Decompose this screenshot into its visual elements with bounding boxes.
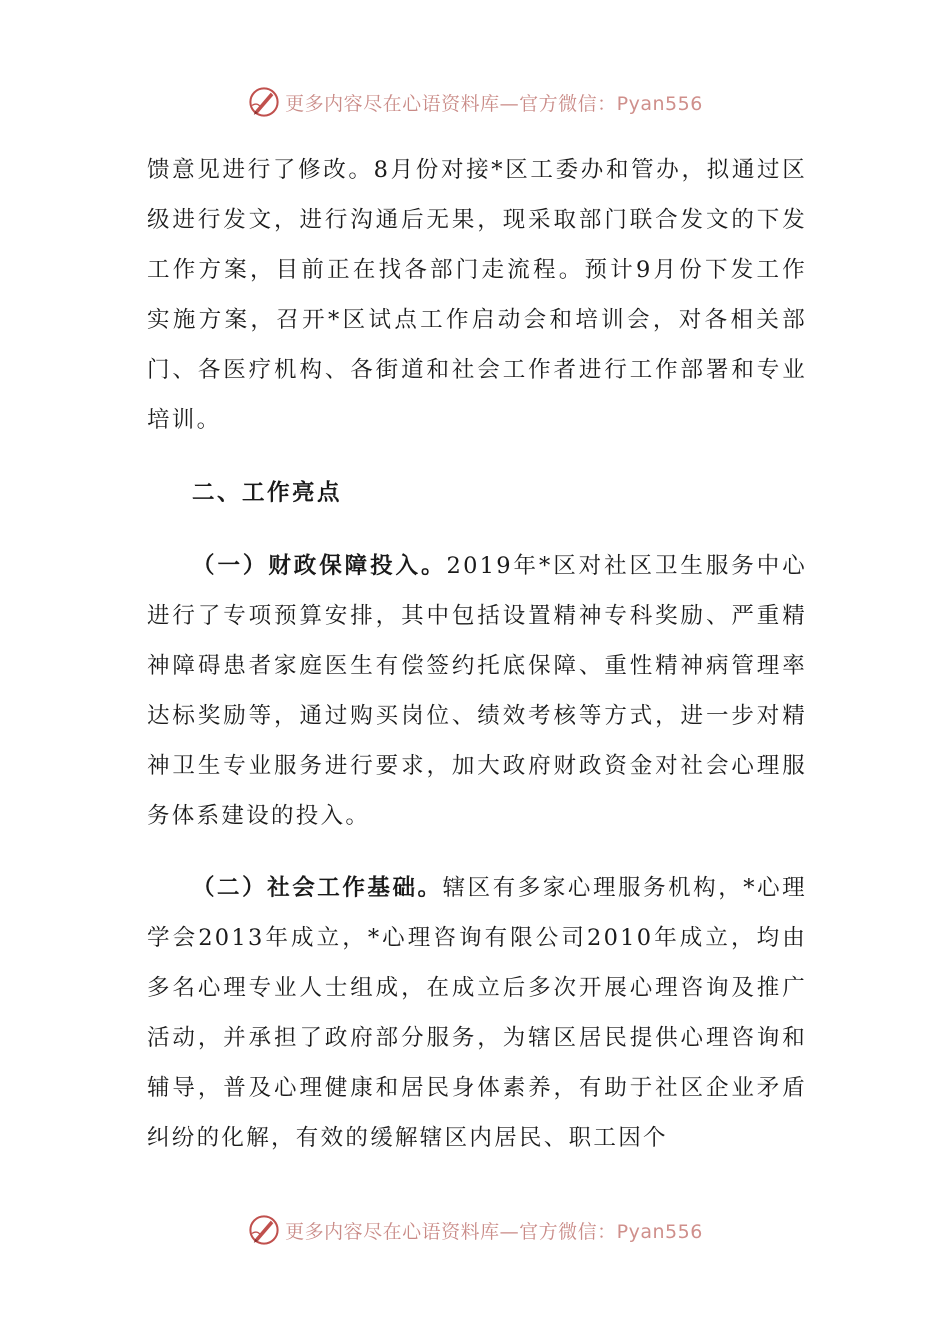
paragraph-social-work	[147, 863, 807, 1163]
document-body	[147, 145, 807, 1163]
paragraph-financial-support	[147, 541, 807, 841]
watermark-header	[0, 82, 950, 122]
paragraph-social-work-text: 辖区有多家心理服务机构，*心理学会2013年成立，*心理咨询有限公司2010年成立，均由多名心理专业人士组成，在成立后多次开展心理咨询及推广活动，并承担了政府部分服务，为辖区居民提供心理咨询和辅导，普及心理健康和居民身体素养，有助于社区企业矛盾纠纷的化解，有效的缓解辖区内居民、职工因个	[147, 875, 807, 1151]
watermark-text: 更多内容尽在心语资料库—官方微信：Pyan556	[285, 1220, 703, 1243]
watermark-footer	[0, 1210, 950, 1250]
section-heading: 二、工作亮点	[192, 480, 343, 506]
pen-logo-icon	[247, 1213, 281, 1247]
pen-logo-icon	[247, 85, 281, 119]
paragraph-continuation: 馈意见进行了修改。8月份对接*区工委办和管办，拟通过区级进行发文，进行沟通后无果，现采取部门联合发文的下发工作方案，目前正在找各部门走流程。预计9月份下发工作实施方案，召开*区试点工作启动会和培训会，对各相关部门、各医疗机构、各街道和社会工作者进行工作部署和专业培训。	[147, 157, 807, 433]
watermark-text: 更多内容尽在心语资料库—官方微信：Pyan556	[285, 92, 703, 115]
subheading-social-work: （二）社会工作基础。	[192, 875, 443, 901]
subheading-financial-support: （一）财政保障投入。	[192, 553, 447, 579]
paragraph-financial-support-text: 2019年*区对社区卫生服务中心进行了专项预算安排，其中包括设置精神专科奖励、严重精神障碍患者家庭医生有偿签约托底保障、重性精神病管理率达标奖励等，通过购买岗位、绩效考核等方式，进一步对精神卫生专业服务进行要求，加大政府财政资金对社会心理服务体系建设的投入。	[147, 553, 807, 829]
